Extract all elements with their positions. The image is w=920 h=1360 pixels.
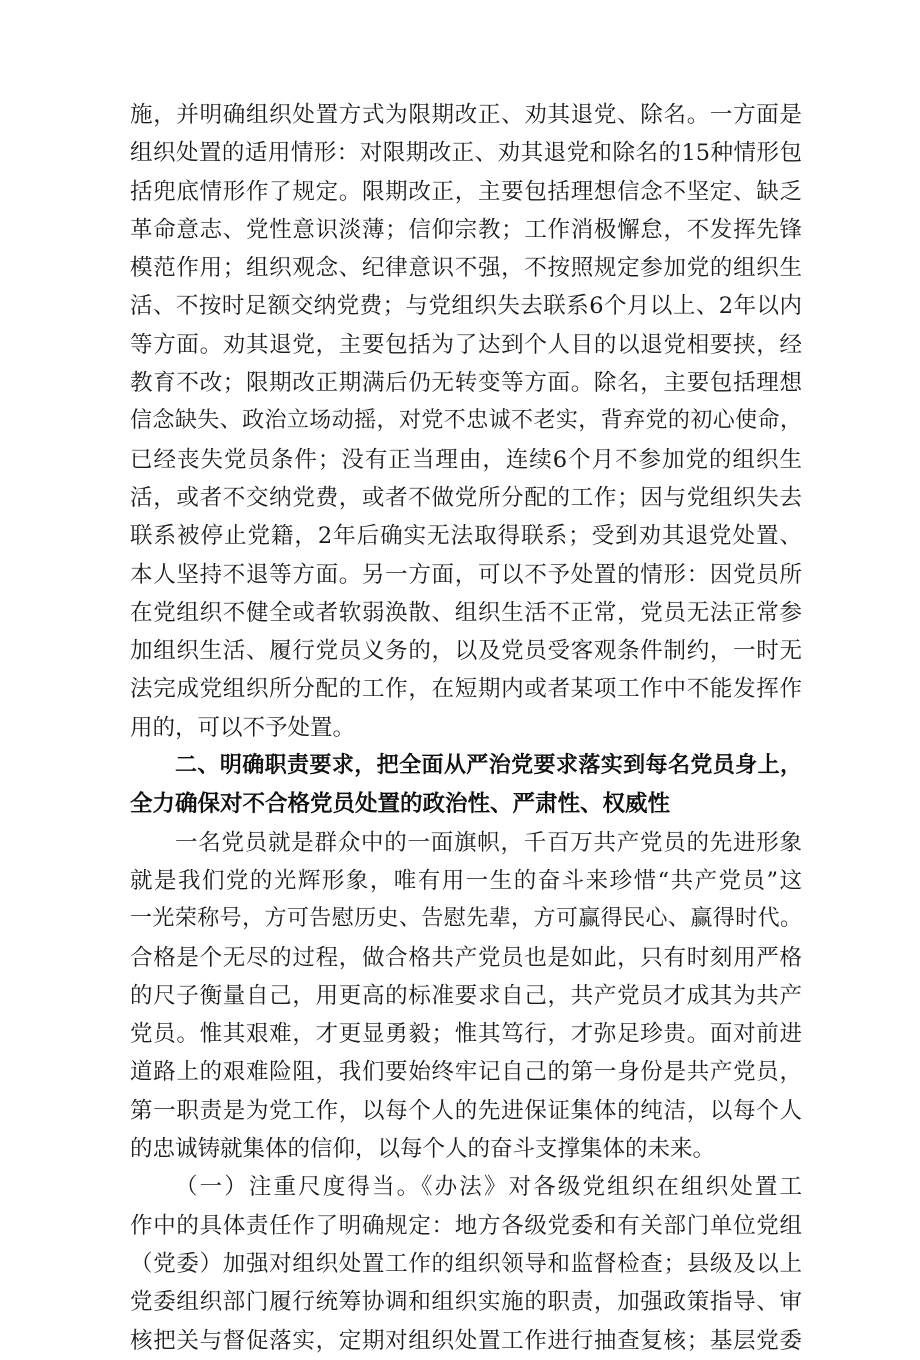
text-line: 革命意志、党性意识淡薄；信仰宗教；工作消极懈怠，不发挥先锋 [130, 216, 802, 243]
text-line: 核把关与督促落实，定期对组织处置工作进行抽查复核；基层党委 [130, 1327, 802, 1354]
text-line: 党委组织部门履行统筹协调和组织实施的职责，加强政策指导、审 [130, 1289, 802, 1316]
section-heading [130, 747, 802, 824]
text-line: 在党组织不健全或者软弱涣散、组织生活不正常，党员无法正常参 [130, 599, 802, 626]
text-line: （一）注重尺度得当。《办法》对各级党组织在组织处置工 [175, 1174, 802, 1201]
text-line: 活，或者不交纳党费，或者不做党所分配的工作；因与党组织失去 [130, 484, 802, 511]
text-line: 括兜底情形作了规定。限期改正，主要包括理想信念不坚定、缺乏 [130, 178, 802, 205]
text-line: 第一职责是为党工作，以每个人的先进保证集体的纯洁，以每个人 [130, 1097, 802, 1124]
text-line: 已经丧失党员条件；没有正当理由，连续6个月不参加党的组织生 [130, 446, 802, 473]
text-line: 信念缺失、政治立场动摇，对党不忠诚不老实，背弃党的初心使命， [130, 408, 802, 434]
text-line: 一名党员就是群众中的一面旗帜，千百万共产党员的先进形象 [175, 829, 802, 856]
text-line: （党委）加强对组织处置工作的组织领导和监督检查；县级及以上 [130, 1250, 802, 1277]
text-line: 用的，可以不予处置。 [130, 714, 356, 741]
paragraph-party-member-flag [130, 824, 802, 1169]
text-line: 合格是个无尽的过程，做合格共产党员也是如此，只有时刻用严格 [130, 944, 802, 971]
text-line: 模范作用；组织观念、纪律意识不强，不按照规定参加党的组织生 [130, 255, 802, 282]
paragraph-organization-handling-cases [130, 96, 802, 747]
text-line: 组织处置的适用情形：对限期改正、劝其退党和除名的15种情形包 [130, 140, 802, 167]
text-line: 施，并明确组织处置方式为限期改正、劝其退党、除名。一方面是 [130, 102, 802, 128]
text-line: 的尺子衡量自己，用更高的标准要求自己，共产党员才成其为共产 [130, 982, 802, 1009]
heading-line: 二、明确职责要求，把全面从严治党要求落实到每名党员身上， [175, 753, 802, 779]
text-line: 的忠诚铸就集体的信仰，以每个人的奋斗支撑集体的未来。 [130, 1136, 716, 1163]
text-line: 一光荣称号，方可告慰历史、告慰先辈，方可赢得民心、赢得时代。 [130, 906, 802, 932]
text-line: 作中的具体责任作了明确规定：地方各级党委和有关部门单位党组 [130, 1212, 802, 1239]
text-line: 就是我们党的光辉形象，唯有用一生的奋斗来珍惜“共产党员”这 [130, 867, 802, 894]
text-line: 本人坚持不退等方面。另一方面，可以不予处置的情形：因党员所 [130, 561, 802, 588]
text-line: 道路上的艰难险阻，我们要始终牢记自己的第一身份是共产党员， [130, 1059, 802, 1086]
text-line: 法完成党组织所分配的工作，在短期内或者某项工作中不能发挥作 [130, 676, 802, 703]
heading-line: 全力确保对不合格党员处置的政治性、严肃性、权威性 [130, 791, 671, 818]
text-line: 党员。惟其艰难，才更显勇毅；惟其笃行，才弥足珍贵。面对前进 [130, 1021, 802, 1048]
text-line: 活、不按时足额交纳党费；与党组织失去联系6个月以上、2年以内 [130, 293, 802, 320]
text-line: 加组织生活、履行党员义务的，以及党员受客观条件制约，一时无 [130, 638, 802, 665]
document-body [130, 96, 802, 1360]
text-line: 教育不改；限期改正期满后仍无转变等方面。除名，主要包括理想 [130, 370, 802, 397]
paragraph-appropriate-scale [130, 1168, 802, 1359]
text-line: 等方面。劝其退党，主要包括为了达到个人目的以退党相要挟，经 [130, 331, 802, 358]
text-line: 联系被停止党籍，2年后确实无法取得联系；受到劝其退党处置、 [130, 523, 802, 550]
